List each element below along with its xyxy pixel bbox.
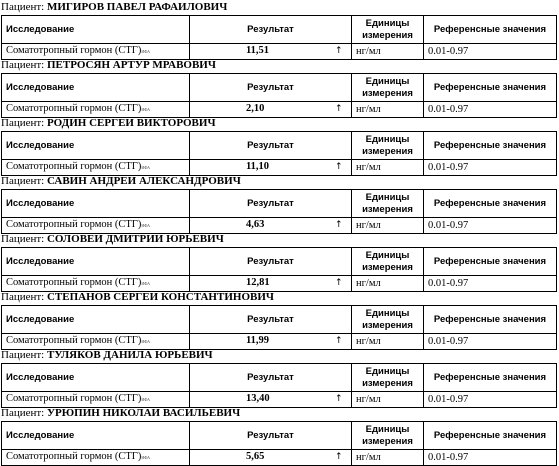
- cell-reference: 0.01-0.97: [424, 102, 557, 118]
- patient-label: Пациент:: [1, 291, 45, 303]
- cell-reference: 0.01-0.97: [424, 44, 557, 60]
- table-row: [2, 450, 557, 466]
- patient-line: [0, 232, 559, 247]
- cell-result: [190, 276, 352, 292]
- cell-units: нг/мл: [352, 334, 424, 350]
- header-result: Результат: [190, 16, 352, 44]
- cell-units: нг/мл: [352, 218, 424, 234]
- header-result: Результат: [190, 364, 352, 392]
- arrow-up-icon: ↑: [335, 104, 343, 114]
- header-result: Результат: [190, 132, 352, 160]
- cell-result: [190, 218, 352, 234]
- header-test: Исследование: [2, 16, 190, 44]
- test-method-mark: ИФА: [141, 223, 151, 228]
- test-name: Соматотропный гормон (СТГ): [6, 45, 142, 56]
- result-value: 13,40: [246, 393, 270, 404]
- patient-label: Пациент:: [1, 349, 45, 361]
- patient-name: ТУЛЯКОВ ДАНИЛА ЮРЬЕВИЧ: [46, 349, 213, 361]
- cell-units: нг/мл: [352, 44, 424, 60]
- patient-label: Пациент:: [1, 407, 45, 419]
- test-name: Соматотропный гормон (СТГ): [6, 451, 142, 462]
- test-method-mark: ИФА: [141, 339, 151, 344]
- arrow-up-icon: ↑: [335, 394, 343, 404]
- results-table: [1, 363, 557, 408]
- patient-block: [0, 116, 559, 174]
- header-units: Единицы измерения: [352, 16, 424, 44]
- patient-label: Пациент:: [1, 117, 45, 129]
- patient-name: САВИН АНДРЕИ АЛЕКСАНДРОВИЧ: [46, 175, 241, 187]
- table-header-row: [2, 248, 557, 276]
- header-test: Исследование: [2, 306, 190, 334]
- header-reference: Референсные значения: [424, 248, 557, 276]
- cell-reference: 0.01-0.97: [424, 218, 557, 234]
- results-table: [1, 305, 557, 350]
- patient-name: УРЮПИН НИКОЛАИ ВАСИЛЬЕВИЧ: [46, 407, 241, 419]
- header-reference: Референсные значения: [424, 132, 557, 160]
- test-name: Соматотропный гормон (СТГ): [6, 161, 142, 172]
- header-units: Единицы измерения: [352, 74, 424, 102]
- header-reference: Референсные значения: [424, 16, 557, 44]
- cell-result: [190, 102, 352, 118]
- arrow-up-icon: ↑: [335, 336, 343, 346]
- cell-units: нг/мл: [352, 276, 424, 292]
- header-units: Единицы измерения: [352, 306, 424, 334]
- patient-line: [0, 0, 559, 15]
- header-reference: Референсные значения: [424, 74, 557, 102]
- header-test: Исследование: [2, 422, 190, 450]
- test-name: Соматотропный гормон (СТГ): [6, 393, 142, 404]
- test-method-mark: ИФА: [141, 165, 151, 170]
- patient-label: Пациент:: [1, 233, 45, 245]
- arrow-up-icon: ↑: [335, 46, 343, 56]
- patient-block: [0, 0, 559, 58]
- cell-reference: 0.01-0.97: [424, 392, 557, 408]
- table-header-row: [2, 74, 557, 102]
- results-table: [1, 247, 557, 292]
- patient-block: [0, 232, 559, 290]
- header-units: Единицы измерения: [352, 364, 424, 392]
- result-value: 11,51: [246, 45, 270, 56]
- header-result: Результат: [190, 422, 352, 450]
- table-header-row: [2, 132, 557, 160]
- arrow-up-icon: ↑: [335, 452, 343, 462]
- patient-block: [0, 406, 559, 464]
- results-table: [1, 15, 557, 60]
- result-value: 2,10: [246, 103, 265, 114]
- header-reference: Референсные значения: [424, 190, 557, 218]
- cell-result: [190, 450, 352, 466]
- patient-label: Пациент:: [1, 59, 45, 71]
- header-units: Единицы измерения: [352, 422, 424, 450]
- header-test: Исследование: [2, 364, 190, 392]
- header-reference: Референсные значения: [424, 422, 557, 450]
- header-test: Исследование: [2, 248, 190, 276]
- cell-result: [190, 44, 352, 60]
- patient-name: РОДИН СЕРГЕИ ВИКТОРОВИЧ: [46, 117, 216, 129]
- header-reference: Референсные значения: [424, 364, 557, 392]
- cell-result: [190, 334, 352, 350]
- patient-name: ПЕТРОСЯН АРТУР МРАВОВИЧ: [46, 59, 216, 71]
- patient-line: [0, 58, 559, 73]
- cell-units: нг/мл: [352, 392, 424, 408]
- patient-label: Пациент:: [1, 175, 45, 187]
- test-method-mark: ИФА: [141, 397, 151, 402]
- cell-result: [190, 392, 352, 408]
- header-result: Результат: [190, 306, 352, 334]
- cell-reference: 0.01-0.97: [424, 334, 557, 350]
- result-value: 11,99: [246, 335, 270, 346]
- header-test: Исследование: [2, 132, 190, 160]
- patient-block: [0, 58, 559, 116]
- table-header-row: [2, 306, 557, 334]
- test-method-mark: ИФА: [141, 455, 151, 460]
- results-table: [1, 73, 557, 118]
- test-method-mark: ИФА: [141, 107, 151, 112]
- cell-units: нг/мл: [352, 160, 424, 176]
- header-units: Единицы измерения: [352, 132, 424, 160]
- table-header-row: [2, 422, 557, 450]
- cell-reference: 0.01-0.97: [424, 276, 557, 292]
- cell-result: [190, 160, 352, 176]
- table-header-row: [2, 16, 557, 44]
- test-method-mark: ИФА: [141, 281, 151, 286]
- table-header-row: [2, 190, 557, 218]
- patient-line: [0, 290, 559, 305]
- patient-block: [0, 174, 559, 232]
- test-name: Соматотропный гормон (СТГ): [6, 219, 142, 230]
- patient-line: [0, 348, 559, 363]
- cell-test: [2, 450, 190, 466]
- patient-line: [0, 174, 559, 189]
- header-units: Единицы измерения: [352, 248, 424, 276]
- header-units: Единицы измерения: [352, 190, 424, 218]
- table-header-row: [2, 364, 557, 392]
- test-name: Соматотропный гормон (СТГ): [6, 335, 142, 346]
- header-result: Результат: [190, 190, 352, 218]
- header-result: Результат: [190, 248, 352, 276]
- arrow-up-icon: ↑: [335, 162, 343, 172]
- arrow-up-icon: ↑: [335, 278, 343, 288]
- patient-name: СТЕПАНОВ СЕРГЕИ КОНСТАНТИНОВИЧ: [46, 291, 274, 303]
- result-value: 4,63: [246, 219, 265, 230]
- patient-block: [0, 290, 559, 348]
- result-value: 11,10: [246, 161, 270, 172]
- results-table: [1, 421, 557, 466]
- cell-reference: 0.01-0.97: [424, 160, 557, 176]
- result-value: 5,65: [246, 451, 265, 462]
- arrow-up-icon: ↑: [335, 220, 343, 230]
- patient-line: [0, 116, 559, 131]
- header-result: Результат: [190, 74, 352, 102]
- cell-reference: 0.01-0.97: [424, 450, 557, 466]
- cell-units: нг/мл: [352, 450, 424, 466]
- cell-units: нг/мл: [352, 102, 424, 118]
- test-name: Соматотропный гормон (СТГ): [6, 103, 142, 114]
- patient-name: МИГИРОВ ПАВЕЛ РАФАИЛОВИЧ: [46, 1, 228, 13]
- patient-block: [0, 348, 559, 406]
- results-table: [1, 189, 557, 234]
- header-test: Исследование: [2, 190, 190, 218]
- patient-name: СОЛОВЕИ ДМИТРИИ ЮРЬЕВИЧ: [46, 233, 224, 245]
- results-table: [1, 131, 557, 176]
- header-reference: Референсные значения: [424, 306, 557, 334]
- result-value: 12,81: [246, 277, 270, 288]
- test-method-mark: ИФА: [141, 49, 151, 54]
- patient-label: Пациент:: [1, 1, 45, 13]
- patient-line: [0, 406, 559, 421]
- test-name: Соматотропный гормон (СТГ): [6, 277, 142, 288]
- header-test: Исследование: [2, 74, 190, 102]
